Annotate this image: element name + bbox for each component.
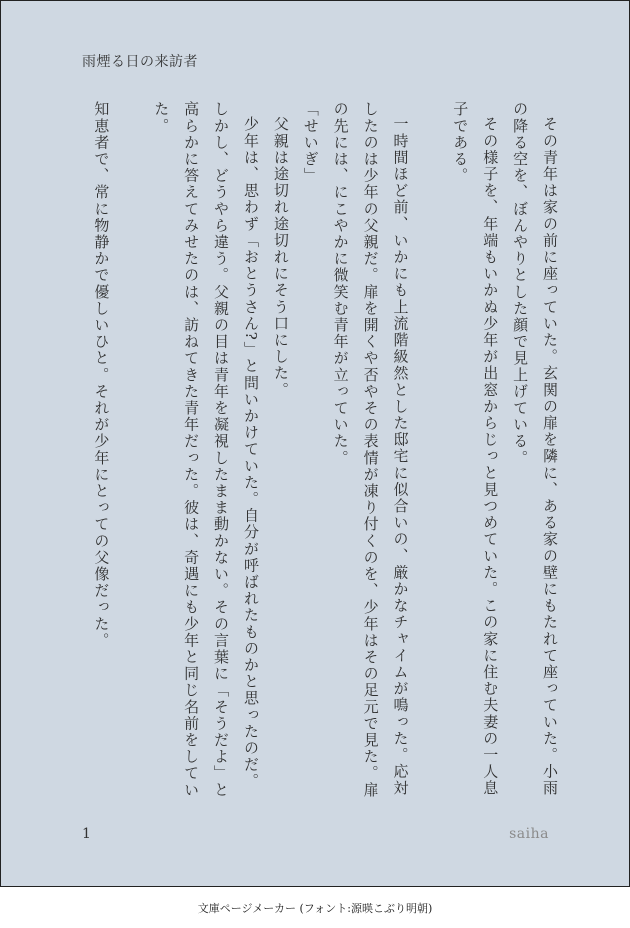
blank-line (414, 101, 444, 801)
page-number: 1 (82, 826, 91, 842)
paragraph: その様子を、年端もいかぬ少年が出窓からじっと見つめていた。この家に住む夫妻の一人息子である。 (451, 101, 500, 797)
dialogue-line: 「せいぎ」 (301, 101, 320, 184)
paragraph: その青年は家の前に座っていた。玄関の扉を隣に、ある家の壁にもたれて座っていた。小雨の降る空を、ぼんやりとした顔で見上げている。 (511, 101, 559, 797)
paragraph: 少年は、思わず「おとうさん?」と問いかけていた。自分が呼ばれたものかと思ったのだ。しかし、どうやら違う。父親の目は青年を凝視したまま動かない。その言葉に「そうだよ」と高らかに答えてみせたのは、訪ねてきた青年だった。彼は、奇遇にも少年と同じ名前をしていた。 (152, 101, 260, 799)
body-text (61, 101, 564, 801)
generator-caption: 文庫ページメーカー (フォント:源暎こぶり明朝) (197, 902, 433, 915)
book-title: 雨煙る日の来訪者 (82, 54, 198, 70)
author-name: saiha (509, 826, 549, 842)
blank-line (115, 101, 145, 801)
paragraph: 一時間ほど前、いかにも上流階級然とした邸宅に似合いの、厳かなチャイムが鳴った。応対したのは少年の父親だ。扉を開くや否やその表情が凍り付くのを、少年はその足元で見た。扉の先には、にこやかに微笑む青年が立っていた。 (331, 101, 410, 799)
paragraph: 父親は途切れ途切れにそう口にした。 (271, 116, 290, 399)
paragraph: 知恵者で、常に物静かで優しいひと。それが少年にとっての父像だった。 (92, 101, 111, 649)
